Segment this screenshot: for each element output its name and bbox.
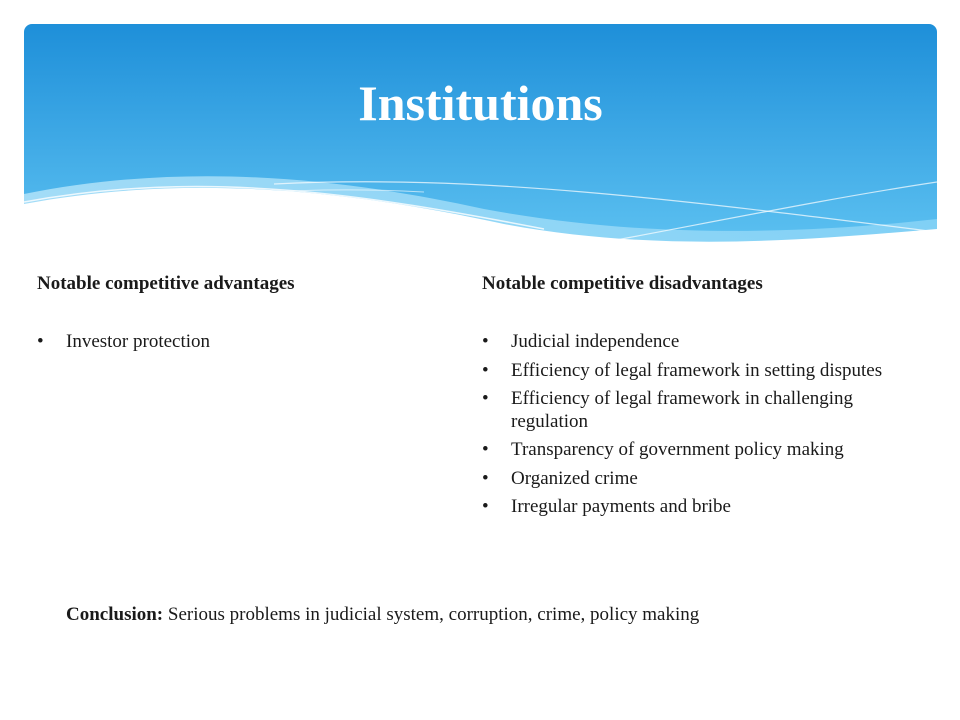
bullet-icon: • (482, 496, 489, 517)
list-item (482, 496, 927, 519)
list-item-text: Transparency of government policy making (511, 439, 844, 460)
bullet-icon: • (482, 331, 489, 352)
bullet-icon: • (482, 359, 489, 381)
list-item (482, 439, 927, 462)
bullet-icon: • (482, 467, 489, 489)
list-item (482, 388, 927, 433)
slide-title: Institutions (358, 75, 603, 131)
advantages-list (37, 331, 437, 360)
wave-background (24, 24, 937, 254)
list-item-text: Judicial independence (511, 331, 680, 352)
list-item-text: Efficiency of legal framework in setting disputes (511, 359, 883, 381)
conclusion-label: Conclusion: (66, 604, 164, 625)
list-item-text: Investor protection (66, 331, 211, 352)
list-item (482, 360, 927, 383)
list-item-text: Irregular payments and bribe (511, 496, 731, 517)
title-banner (24, 24, 937, 254)
list-item-text: Organized crime (511, 467, 638, 489)
disadvantages-list (482, 331, 927, 525)
list-item-text: Efficiency of legal framework in challenging regulation (511, 388, 854, 432)
conclusion (66, 605, 699, 624)
disadvantages-heading: Notable competitive disadvantages (482, 273, 763, 294)
list-item (482, 468, 927, 491)
conclusion-text: Serious problems in judicial system, corruption, crime, policy making (167, 604, 700, 625)
advantages-heading: Notable competitive advantages (37, 273, 295, 294)
list-item (482, 331, 927, 354)
list-item (37, 331, 437, 354)
bullet-icon: • (482, 388, 489, 409)
bullet-icon: • (37, 331, 44, 352)
bullet-icon: • (482, 439, 489, 460)
